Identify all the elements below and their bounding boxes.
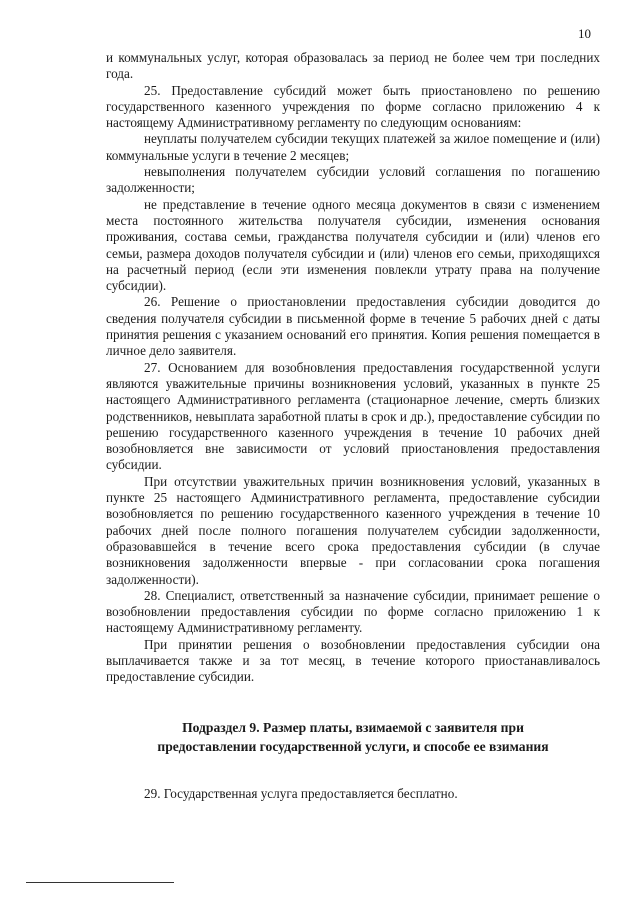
paragraph-28-continued: При принятии решения о возобновлении предоставления субсидии она выплачивается также и за тот месяц, в течение которого приостанавливалось предоставление субсидии.: [106, 636, 600, 685]
section-heading: [106, 718, 600, 756]
page-number: 10: [578, 26, 591, 41]
paragraph-25-ground-3: не представление в течение одного месяца документов в связи с изменением места постоянного жительства получателя субсидии, изменения основания проживания, состава семьи, гражданства получателя субсидии и (или) членов его семьи, размера доходов получателя субсидии и (или) членов его семьи, приходящихся на расчетный период (если эти изменения повлекли утрату права на получение субсидии).: [106, 196, 600, 294]
document-body: [106, 50, 600, 802]
footnote-divider: [26, 882, 174, 883]
paragraph-28: 28. Специалист, ответственный за назначение субсидии, принимает решение о возобновлении предоставления субсидии по форме согласно приложению 1 к настоящему Административному регламенту.: [106, 587, 600, 636]
paragraph-27-continued: При отсутствии уважительных причин возникновения условий, указанных в пункте 25 настоящего Административного регламента, предоставление субсидии возобновляется по решению государственного казенного учреждения в течение 10 рабочих дней после полного погашения получателем субсидии задолженности, образовавшейся в течение всего срока предоставления субсидии (в случае возникновения задолженности впервые - при согласовании срока погашения задолженности).: [106, 473, 600, 587]
paragraph-25: 25. Предоставление субсидий может быть приостановлено по решению государственного казенного учреждения по форме согласно приложению 4 к настоящему Административному регламенту по следующим основаниям:: [106, 82, 600, 131]
paragraph-27: 27. Основанием для возобновления предоставления государственной услуги являются уважительные причины возникновения условий, указанных в пункте 25 настоящего Административного регламента (стационарное лечение, смерть близких родственников, невыплата заработной платы в срок и др.), предоставление субсидии по решению государственного казенного учреждения в течение 10 рабочих дней возобновляется вне зависимости от условий приостановления предоставления субсидии.: [106, 359, 600, 473]
paragraph-25-ground-1: неуплаты получателем субсидии текущих платежей за жилое помещение и (или) коммунальные услуги в течение 2 месяцев;: [106, 131, 600, 163]
paragraph-continuation: и коммунальных услуг, которая образовалась за период не более чем три последних года.: [106, 50, 600, 82]
paragraph-29: 29. Государственная услуга предоставляется бесплатно.: [144, 785, 458, 801]
section-heading-line-2: предоставлении государственной услуги, и способе ее взимания: [157, 738, 549, 754]
paragraph-25-ground-2: невыполнения получателем субсидии условий соглашения по погашению задолженности;: [106, 164, 600, 196]
section-heading-line-1: Подраздел 9. Размер платы, взимаемой с заявителя при: [182, 719, 524, 735]
paragraph-26: 26. Решение о приостановлении предоставления субсидии доводится до сведения получателя субсидии в письменной форме в течение 5 рабочих дней с даты принятия решения с указанием оснований его принятия. Копия решения помещается в личное дело заявителя.: [106, 294, 600, 359]
